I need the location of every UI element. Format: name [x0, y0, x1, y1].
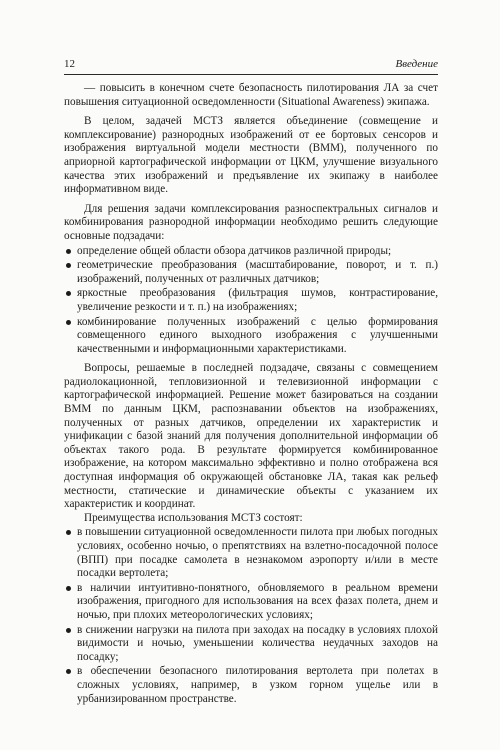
list-item: в повышении ситуационной осведомленности пилота при любых погодных условиях, особенно ночью, о препятствиях на взлетно-посадочной полосе (ВПП) при посадке самолета в незнакомом аэропорту и/или в месте посадки вертолета;: [64, 526, 438, 580]
list-item: определение общей области обзора датчиков различной природы;: [64, 245, 438, 259]
advantages-list: [64, 526, 438, 706]
paragraph-3: Для решения задачи комплексирования разноспектральных сигналов и комбинирования разнородной информации необходимо решить следующие основные подзадачи:: [64, 202, 438, 242]
list-item: яркостные преобразования (фильтрация шумов, контрастирование, увеличение резкости и т. п.) на изображениях;: [64, 287, 438, 314]
page-header: [64, 56, 438, 75]
list-item: геометрические преобразования (масштабирование, поворот, и т. п.) изображений, полученных от различных датчиков;: [64, 259, 438, 286]
list-item: в обеспечении безопасного пилотирования вертолета при полетах в сложных условиях, например, в узком горном ущелье или в урбанизированном пространстве.: [64, 665, 438, 706]
paragraph-4: Вопросы, решаемые в последней подзадаче, связаны с совмещением радиолокационной, тепловизионной и телевизионной информации с картографической информацией. Решение может базироваться на создании ВММ по данным ЦКМ, распознавании объектов на изображениях, полученных от разных датчиков, определении их характеристик и унификации с базой знаний для получения дополнительной информации об объектах такого рода. В результате формируется комбинированное изображение, на котором максимально эффективно и полно отображена вся доступная информация об окружающей обстановке ЛА, такая как рельеф местности, статические и динамические объекты с указанием их характеристик и координат.: [64, 362, 438, 511]
subtasks-list: [64, 245, 438, 357]
paragraph-2: В целом, задачей МСТЗ является объединение (совмещение и комплексирование) разнородных изображений от ее бортовых сенсоров и изображения виртуальной модели местности (ВММ), полученного по априорной картографической информации от ЦКМ, улучшение визуального качества этих изображений и предъявление их экипажу в наиболее информативном виде.: [64, 115, 438, 196]
list-item: комбинирование полученных изображений с целью формирования совмещенного единого выходного изображения с улучшенными качественными и информационными характеристиками.: [64, 316, 438, 357]
paragraph-5: Преимущества использования МСТЗ состоят:: [84, 511, 303, 524]
list-item: в наличии интуитивно-понятного, обновляемого в реальном времени изображения, пригодного для использования на всех фазах полета, днем и ночью, при плохих метеорологических условиях;: [64, 582, 438, 623]
paragraph-1: — повысить в конечном счете безопасность пилотирования ЛА за счет повышения ситуационной осведомленности (Situational Awareness) экипажа.: [64, 82, 438, 108]
running-title: Введение: [395, 58, 438, 70]
list-item: в снижении нагрузки на пилота при заходах на посадку в условиях плохой видимости и ночью, уменьшении количества неудачных заходов на посадку;: [64, 624, 438, 665]
page-number: 12: [64, 58, 75, 70]
page-body: [64, 82, 438, 710]
